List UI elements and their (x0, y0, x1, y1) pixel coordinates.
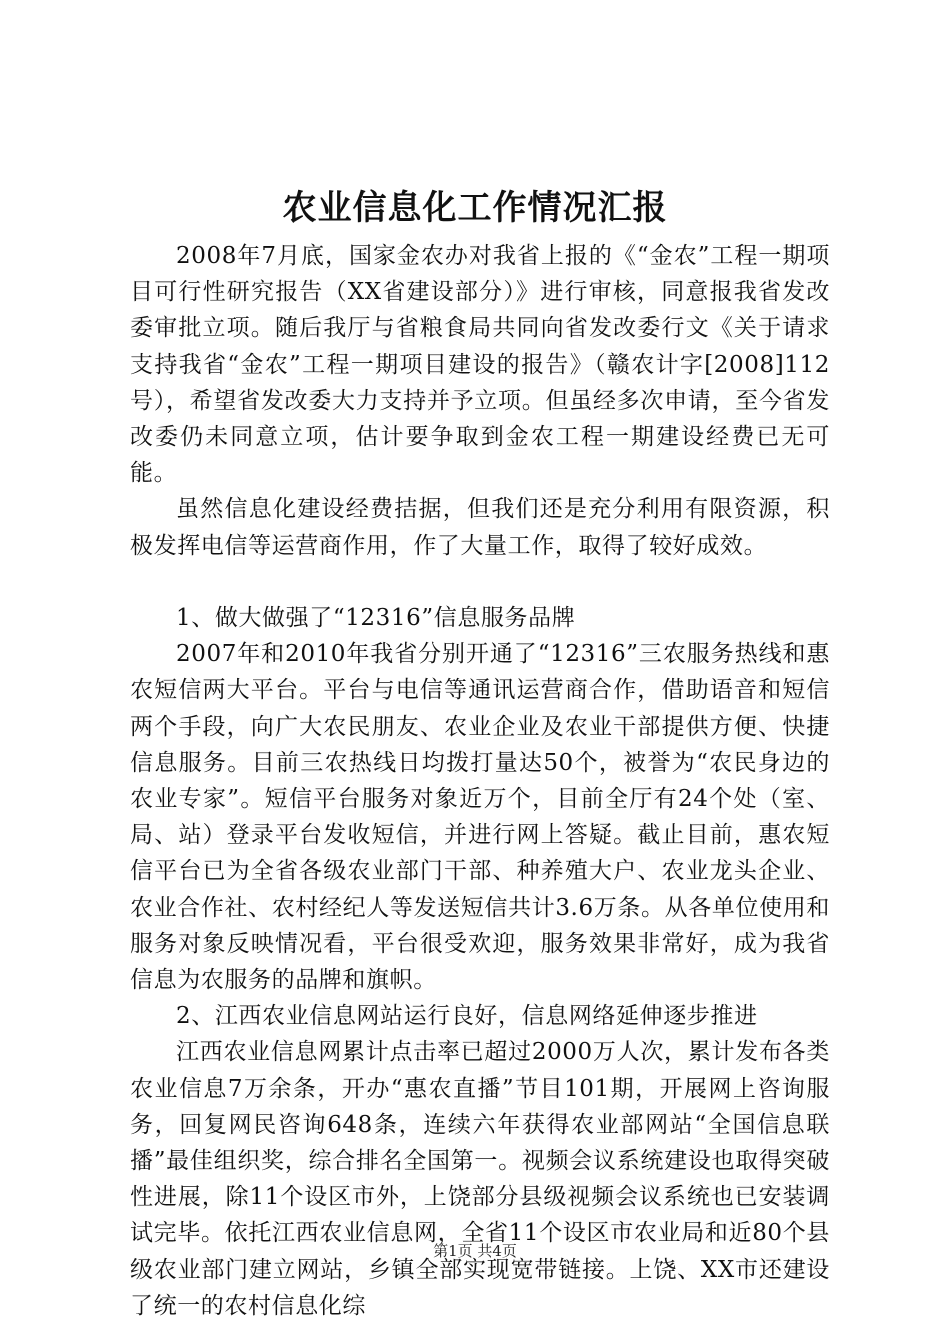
paragraph-12316-service: 2007年和2010年我省分别开通了“12316”三农服务热线和惠农短信两大平台。平台与电信等通讯运营商合作，借助语音和短信两个手段，向广大农民朋友、农业企业及农业干部提供方便、快捷信息服务。目前三农热线日均拨打量达50个，被誉为“农民身边的农业专家”。短信平台服务对象近万个，目前全厅有24个处（室、局、站）登录平台发收短信，并进行网上答疑。截止目前，惠农短信平台已为全省各级农业部门干部、种养殖大户、农业龙头企业、农业合作社、农村经纪人等发送短信共计3.6万条。从各单位使用和服务对象反映情况看，平台很受欢迎，服务效果非常好，成为我省信息为农服务的品牌和旗帜。 (130, 641, 830, 994)
paragraph-summary: 虽然信息化建设经费拮据，但我们还是充分利用有限资源，积极发挥电信等运营商作用，作了大量工作，取得了较好成效。 (130, 496, 830, 559)
section-heading-1: 1、做大做强了“12316”信息服务品牌 (176, 605, 576, 632)
paragraph-project-approval: 2008年7月底，国家金农办对我省上报的《“金农”工程一期项目可行性研究报告（XX省建设部分）》进行审核，同意报我省发改委审批立项。随后我厅与省粮食局共同向省发改委行文《关于请求支持我省“金农”工程一期项目建设的报告》（赣农计字[2008]112号），希望省发改委大力支持并予立项。但虽经多次申请，至今省发改委仍未同意立项，估计要争取到金农工程一期建设经费已无可能。 (130, 243, 830, 487)
paragraph-website-network: 江西农业信息网累计点击率已超过2000万人次，累计发布各类农业信息7万余条，开办“惠农直播”节目101期，开展网上咨询服务，回复网民咨询648条，连续六年获得农业部网站“全国信息联播”最佳组织奖，综合排名全国第一。视频会议系统建设也取得突破性进展，除11个设区市外，上饶部分县级视频会议系统也已安装调试完毕。依托江西农业信息网，全省11个设区市农业局和近80个县级农业部门建立网站，乡镇全部实现宽带链接。上饶、XX市还建设了统一的农村信息化综 (130, 1039, 830, 1319)
page-footer: 第1页 共4页 (433, 1242, 517, 1260)
paragraph-gap (130, 564, 830, 600)
document-title: 农业信息化工作情况汇报 (282, 188, 668, 228)
document-body (130, 238, 830, 1324)
section-heading-2: 2、江西农业信息网站运行良好，信息网络延伸逐步推进 (176, 1003, 758, 1030)
